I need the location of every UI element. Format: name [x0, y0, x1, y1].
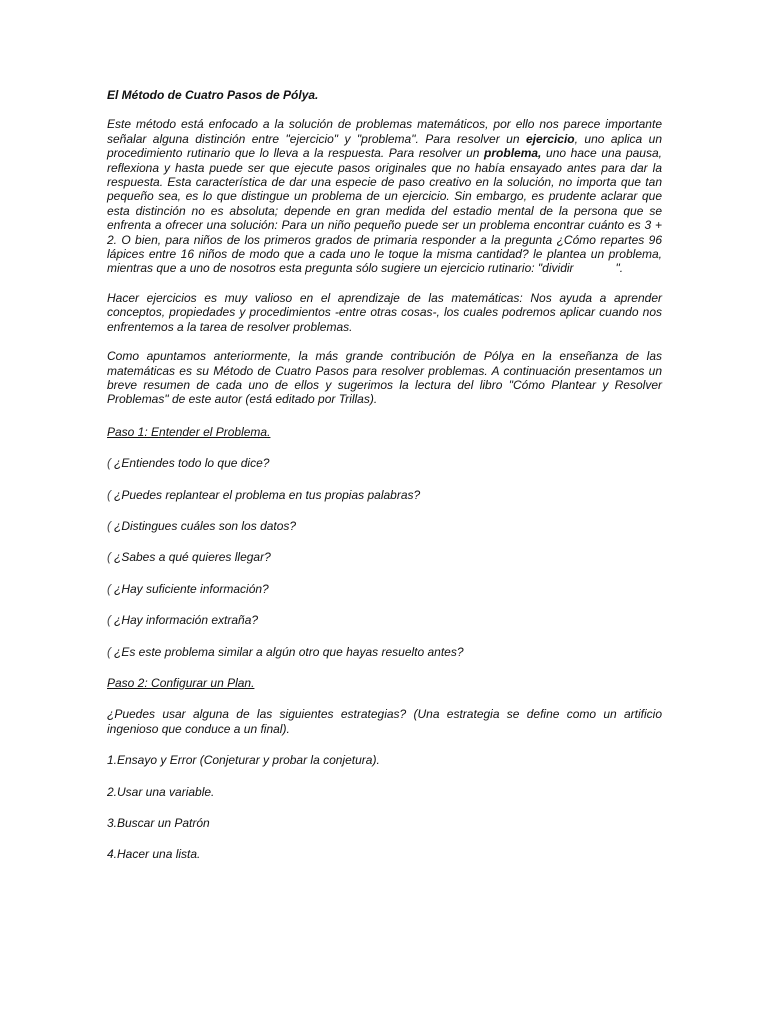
list-item — [107, 582, 662, 596]
document-page — [107, 88, 662, 879]
bullet-glyph: ( — [107, 550, 111, 565]
list-item: 4.Hacer una lista. — [107, 847, 201, 862]
list-item — [107, 550, 662, 564]
list-item: 1.Ensayo y Error (Conjeturar y probar la conjetura). — [107, 753, 380, 768]
intro-paragraph-2: Hacer ejercicios es muy valioso en el aprendizaje de las matemáticas: Nos ayuda a aprender conceptos, propiedades y procedimientos -entre otras cosas-, los cuales podremos aplicar cuando nos enfrentemos a la tarea de resolver problemas. — [107, 290, 662, 334]
step2-intro: ¿Puedes usar alguna de las siguientes estrategias? (Una estrategia se define como un artificio ingenioso que conduce a un final). — [107, 707, 662, 736]
bullet-glyph: ( — [107, 518, 111, 533]
bullet-glyph: ( — [107, 613, 111, 628]
list-item — [107, 519, 662, 533]
document-title: El Método de Cuatro Pasos de Pólya. — [107, 88, 319, 102]
step1-heading: Paso 1: Entender el Problema. — [107, 424, 271, 439]
intro-paragraph-1 — [107, 117, 662, 275]
question-text: ¿Puedes replantear el problema en tus propias palabras? — [114, 487, 421, 502]
step2-strategy-list — [107, 753, 662, 862]
bullet-glyph: ( — [107, 581, 111, 596]
bold-problema: problema, — [484, 146, 542, 161]
bullet-glyph: ( — [107, 644, 111, 659]
text-run: ". — [615, 261, 624, 276]
bullet-glyph: ( — [107, 456, 111, 471]
question-text: ¿Sabes a qué quieres llegar? — [114, 550, 271, 565]
intro-paragraph-3: Como apuntamos anteriormente, la más grande contribución de Pólya en la enseñanza de las matemáticas es su Método de Cuatro Pasos para resolver problemas. A continuación presentamos un breve resumen de cada uno de ellos y sugerimos la lectura del libro "Cómo Plantear y Resolver Problemas" de este autor (está editado por Trillas). — [107, 349, 662, 407]
list-item — [107, 456, 662, 470]
question-text: ¿Hay suficiente información? — [114, 581, 269, 596]
list-item — [107, 645, 662, 659]
step2-heading: Paso 2: Configurar un Plan. — [107, 675, 255, 690]
question-text: ¿Es este problema similar a algún otro que hayas resuelto antes? — [114, 644, 464, 659]
bullet-glyph: ( — [107, 487, 111, 502]
text-run: Este método está enfocado a la solución de problemas matemáticos, por ello nos parece importante señalar alguna distinción entre "ejercicio" y "problema". Para resolver un — [107, 117, 662, 146]
step1-question-list — [107, 456, 662, 659]
list-item — [107, 613, 662, 627]
text-run: uno hace una pausa, reflexiona y hasta puede ser que ejecute pasos originales que no había ensayado antes para dar la respuesta. Esta característica de dar una especie de paso creativo en la solución, no importa que tan pequeño sea, es lo que distingue un problema de un ejercicio. Sin embargo, es prudente aclarar que esta distinción no es absoluta; depende en gran medida del estadio mental de la persona que se enfrenta a ofrecer una solución: Para un niño pequeño puede ser un problema encontrar cuánto es 3 + 2. O bien, para niños de los primeros grados de primaria responder a la pregunta ¿Cómo repartes 96 lápices entre 16 niños de modo que a cada uno le toque la misma cantidad? le plantea un problema, mientras que a uno de nosotros esta pregunta sólo sugiere un ejercicio rutinario: "dividir — [107, 146, 662, 276]
question-text: ¿Entiendes todo lo que dice? — [114, 456, 270, 471]
list-item: 2.Usar una variable. — [107, 784, 215, 799]
question-text: ¿Distingues cuáles son los datos? — [114, 518, 297, 533]
text-run: , uno aplica un procedimiento rutinario que lo lleva a la respuesta. Para resolver un — [107, 131, 663, 161]
list-item: 3.Buscar un Patrón — [107, 816, 210, 830]
question-text: ¿Hay información extraña? — [114, 613, 259, 628]
list-item — [107, 488, 662, 502]
bold-ejercicio: ejercicio — [525, 131, 575, 146]
